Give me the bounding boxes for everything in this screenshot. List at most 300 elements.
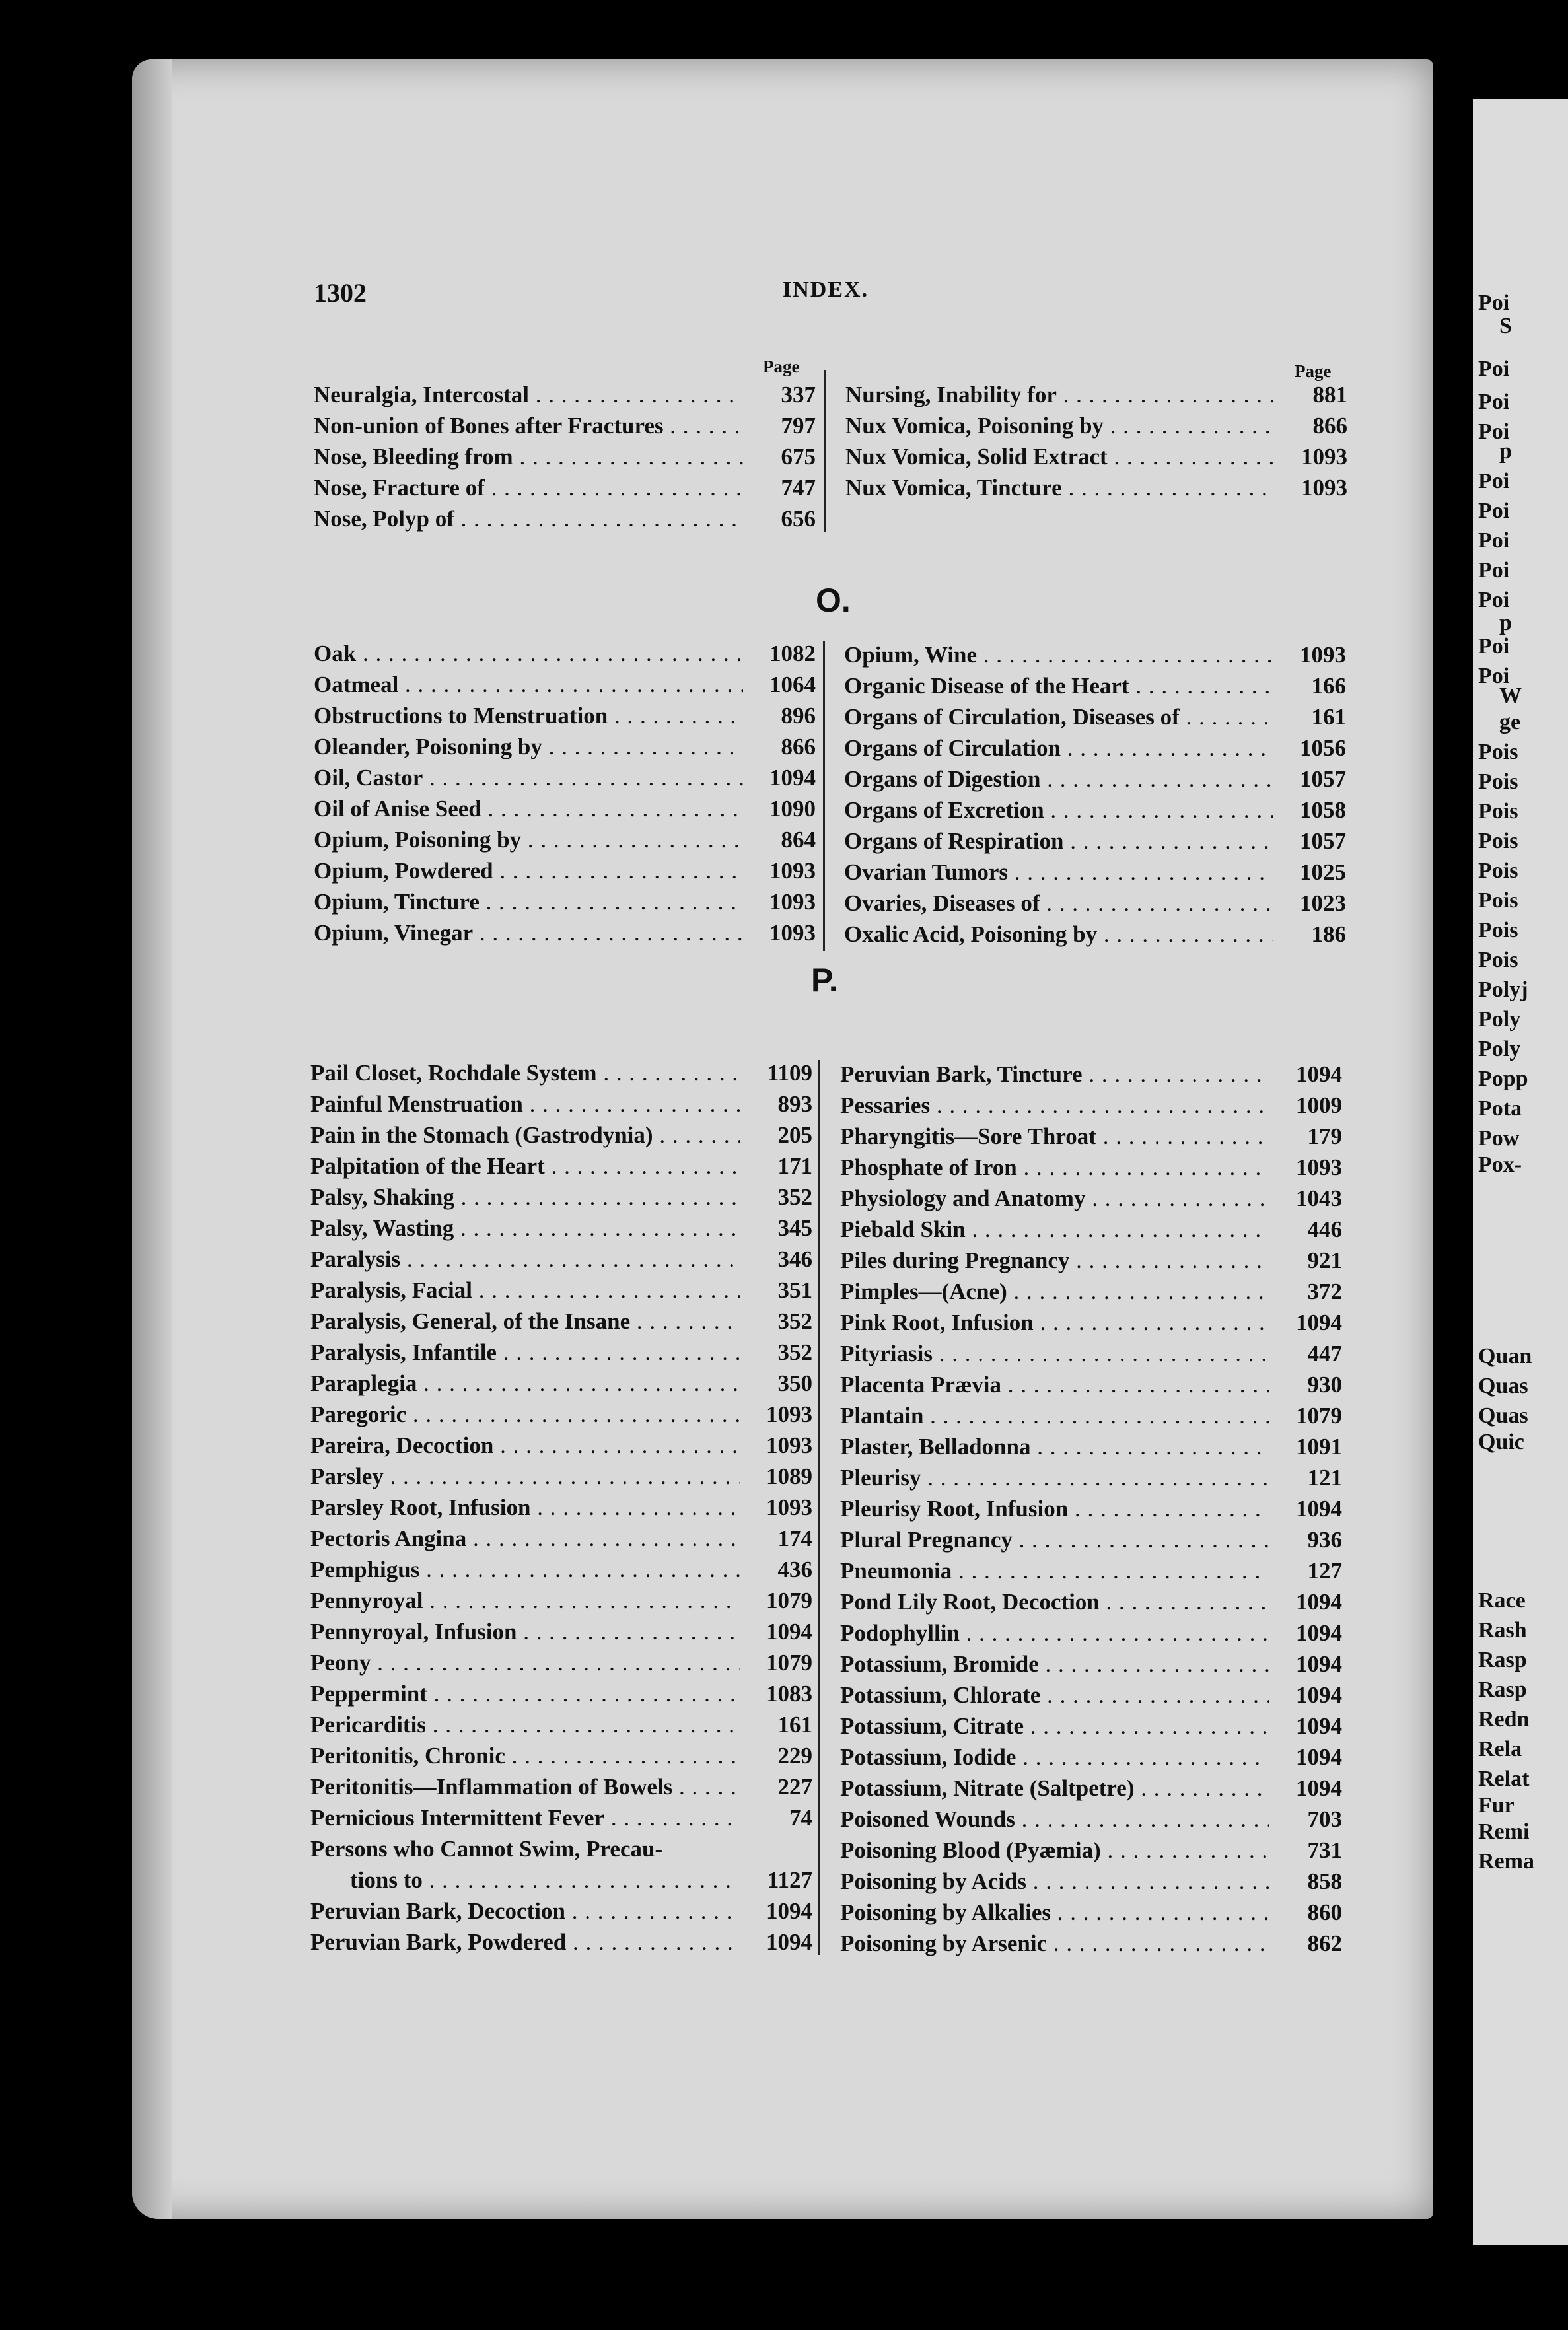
index-entry-page: 161 <box>777 1712 812 1738</box>
index-entry <box>310 1339 812 1370</box>
index-entry-label: Oil, Castor . . . <box>314 765 743 791</box>
index-entry-label: Nose, Bleeding from . . . <box>314 444 743 470</box>
index-entry-label: Oleander, Poisoning by . . . <box>314 734 743 760</box>
index-entry <box>845 413 1347 444</box>
index-entry-label: Persons who Cannot Swim, Precau- <box>310 1836 663 1862</box>
index-entry <box>310 1681 812 1712</box>
index-entry <box>840 1341 1342 1372</box>
adjacent-page-text: Fur <box>1478 1793 1515 1818</box>
index-entry-page: 171 <box>777 1153 812 1179</box>
adjacent-page-text: Pois <box>1478 740 1518 764</box>
index-entry <box>845 382 1347 413</box>
index-entry-page: 352 <box>777 1308 812 1334</box>
index-entry-label: Ovaries, Diseases of . . . <box>844 890 1273 917</box>
index-entry-page: 881 <box>1312 382 1347 407</box>
index-entry-label: Peritonitis, Chronic . . . <box>310 1743 740 1769</box>
adjacent-page-text: Rasp <box>1478 1648 1527 1672</box>
index-entry-page: 1094 <box>1296 1589 1342 1615</box>
index-entry <box>310 1432 812 1464</box>
index-entry-label: Plantain . . . <box>840 1403 1269 1429</box>
index-entry-page: 866 <box>781 734 816 759</box>
index-entry-label: Organs of Digestion . . . <box>844 766 1273 793</box>
adjacent-page-text: Quan <box>1478 1344 1532 1368</box>
index-entry-page: 1056 <box>1300 735 1346 761</box>
index-entry-label: Piles during Pregnancy . . . <box>840 1248 1269 1274</box>
index-entry-label: Organic Disease of the Heart . . . <box>844 673 1273 699</box>
index-entry-label: Pail Closet, Rochdale System . . . <box>310 1060 740 1086</box>
index-entry-label: Potassium, Iodide . . . <box>840 1744 1269 1771</box>
index-entry <box>310 1898 812 1929</box>
page-number: 1302 <box>314 278 367 308</box>
index-entry-page: 731 <box>1307 1837 1342 1863</box>
index-entry-page: 930 <box>1307 1372 1342 1397</box>
index-entry-label: Organs of Excretion . . . <box>844 797 1273 824</box>
index-entry-page: 1043 <box>1296 1185 1342 1211</box>
index-entry-label: Physiology and Anatomy . . . <box>840 1185 1269 1212</box>
index-entry-page: 1083 <box>766 1681 812 1707</box>
index-entry-page: 1093 <box>766 1401 812 1427</box>
index-entry-label: Pareira, Decoction . . . <box>310 1432 740 1459</box>
index-column-o-left <box>314 641 816 951</box>
adjacent-page-text: Poi <box>1478 664 1510 688</box>
index-entry-page: 1089 <box>766 1464 812 1489</box>
index-entry-label: Peruvian Bark, Decoction . . . <box>310 1898 740 1924</box>
index-entry <box>840 1806 1342 1837</box>
adjacent-page-text: Poi <box>1478 634 1510 658</box>
adjacent-page-text: Quic <box>1478 1430 1524 1454</box>
index-entry <box>314 641 816 672</box>
index-entry-page: 1023 <box>1300 890 1346 916</box>
page-title: INDEX. <box>783 277 869 302</box>
index-entry-label: Paralysis, Infantile . . . <box>310 1339 740 1366</box>
index-entry-label: Poisoning Blood (Pyæmia) . . . <box>840 1837 1269 1864</box>
index-column-p-right <box>840 1061 1342 1961</box>
adjacent-page-text: Pox- <box>1478 1152 1522 1177</box>
index-entry-label: Potassium, Bromide . . . <box>840 1651 1269 1677</box>
index-entry-label: Podophyllin . . . <box>840 1620 1269 1646</box>
index-entry <box>310 1836 812 1867</box>
index-entry-page: 186 <box>1311 921 1346 947</box>
index-entry <box>844 890 1346 921</box>
index-entry-page: 1094 <box>1296 1496 1342 1522</box>
index-entry <box>314 413 816 444</box>
index-entry-page: 860 <box>1307 1899 1342 1925</box>
index-entry-label: Pneumonia . . . <box>840 1558 1269 1584</box>
adjacent-page-text: Pois <box>1478 829 1518 853</box>
index-entry-page: 229 <box>777 1743 812 1769</box>
index-entry <box>310 1060 812 1091</box>
index-entry-label: Organs of Respiration . . . <box>844 828 1273 855</box>
index-entry <box>840 1434 1342 1465</box>
adjacent-page-text: Pois <box>1478 918 1518 942</box>
index-entry-label: Organs of Circulation, Diseases of . . . <box>844 704 1273 730</box>
index-entry <box>310 1712 812 1743</box>
index-entry-page: 351 <box>777 1277 812 1303</box>
index-entry-label: Piebald Skin . . . <box>840 1217 1269 1243</box>
index-entry-label: Pectoris Angina . . . <box>310 1526 740 1552</box>
index-entry-label: Pleurisy . . . <box>840 1465 1269 1491</box>
index-entry <box>310 1464 812 1495</box>
index-entry-label: Pericarditis . . . <box>310 1712 740 1738</box>
index-entry-page: 864 <box>781 827 816 853</box>
index-entry <box>310 1805 812 1836</box>
index-entry-label: Poisoned Wounds . . . <box>840 1806 1269 1833</box>
index-entry-page: 893 <box>777 1091 812 1117</box>
index-entry-page: 352 <box>777 1339 812 1365</box>
index-entry-page: 747 <box>781 475 816 501</box>
index-entry <box>310 1743 812 1774</box>
adjacent-page-text: Polyj <box>1478 977 1528 1002</box>
index-entry-page: 1094 <box>769 765 816 791</box>
index-entry-page: 350 <box>777 1370 812 1396</box>
index-entry-page: 675 <box>781 444 816 470</box>
index-entry-page: 127 <box>1307 1558 1342 1584</box>
index-entry-label: Paralysis . . . <box>310 1246 740 1273</box>
index-entry <box>840 1185 1342 1217</box>
index-entry-page: 121 <box>1307 1465 1342 1491</box>
index-entry-label: Peruvian Bark, Powdered . . . <box>310 1929 740 1956</box>
index-entry-label: Pennyroyal, Infusion . . . <box>310 1619 740 1645</box>
index-entry-page: 446 <box>1307 1217 1342 1242</box>
index-entry-label: Pleurisy Root, Infusion . . . <box>840 1496 1269 1522</box>
adjacent-page-text: p <box>1499 611 1512 635</box>
index-entry <box>840 1092 1342 1123</box>
index-entry-page: 161 <box>1311 704 1346 730</box>
adjacent-page-text: Relat <box>1478 1767 1530 1791</box>
index-entry-page: 1094 <box>1296 1620 1342 1646</box>
index-entry-label: Nose, Polyp of . . . <box>314 506 743 532</box>
index-entry-page: 1127 <box>767 1867 812 1893</box>
adjacent-page-text: Pois <box>1478 888 1518 913</box>
index-entry-label: Oatmeal . . . <box>314 672 743 698</box>
index-entry <box>310 1929 812 1960</box>
index-entry-page: 1057 <box>1300 828 1346 854</box>
adjacent-page-text: Poi <box>1478 528 1510 553</box>
index-entry-page: 1093 <box>766 1432 812 1458</box>
index-entry-label: Poisoning by Acids . . . <box>840 1868 1269 1895</box>
index-entry <box>840 1713 1342 1744</box>
index-entry <box>310 1526 812 1557</box>
index-entry-label: Obstructions to Menstruation . . . <box>314 703 743 729</box>
index-entry <box>844 797 1346 828</box>
index-entry-label: Oil of Anise Seed . . . <box>314 796 743 822</box>
index-entry <box>310 1650 812 1681</box>
index-entry-page: 1025 <box>1300 859 1346 885</box>
index-entry <box>314 382 816 413</box>
index-entry-page: 346 <box>777 1246 812 1272</box>
index-entry <box>844 766 1346 797</box>
index-entry <box>840 1899 1342 1930</box>
adjacent-page-text: Race <box>1478 1588 1526 1613</box>
adjacent-page-text: Redn <box>1478 1707 1530 1732</box>
index-entry-label: Peruvian Bark, Tincture . . . <box>840 1061 1269 1088</box>
index-entry-label: Peony . . . <box>310 1650 740 1676</box>
index-entry-page: 1093 <box>769 858 816 884</box>
adjacent-page-text: Poi <box>1478 499 1510 523</box>
index-entry <box>840 1930 1342 1961</box>
index-entry-page: 703 <box>1307 1806 1342 1832</box>
index-entry-page: 1093 <box>766 1495 812 1520</box>
index-entry-page: 345 <box>777 1215 812 1241</box>
index-entry-label: Paraplegia . . . <box>310 1370 740 1397</box>
index-entry-page: 1094 <box>1296 1713 1342 1739</box>
index-entry-label: Palsy, Wasting . . . <box>310 1215 740 1242</box>
index-entry-page: 1082 <box>769 641 816 666</box>
index-entry-label: Pennyroyal . . . <box>310 1588 740 1614</box>
index-entry <box>840 1217 1342 1248</box>
index-entry-label: Palsy, Shaking . . . <box>310 1184 740 1211</box>
adjacent-page-text: Pois <box>1478 859 1518 883</box>
index-entry-page: 1057 <box>1300 766 1346 792</box>
index-column-n-right <box>845 382 1347 506</box>
index-entry <box>840 1154 1342 1185</box>
adjacent-page-text: Pois <box>1478 948 1518 972</box>
index-entry-page: 166 <box>1311 673 1346 699</box>
index-entry-label: Potassium, Nitrate (Saltpetre) . . . <box>840 1775 1269 1802</box>
index-entry <box>840 1558 1342 1589</box>
index-entry-page: 447 <box>1307 1341 1342 1366</box>
adjacent-page-text: Poi <box>1478 357 1510 381</box>
index-entry-page: 205 <box>777 1122 812 1148</box>
column-divider <box>823 641 825 951</box>
index-entry-label: Paralysis, General, of the Insane . . . <box>310 1308 740 1335</box>
index-entry-page: 1094 <box>766 1898 812 1924</box>
adjacent-page-text: Pois <box>1478 799 1518 824</box>
adjacent-page-text: Poly <box>1478 1037 1521 1061</box>
index-entry-label: Phosphate of Iron . . . <box>840 1154 1269 1181</box>
column-divider <box>824 370 826 532</box>
column-header-page-right: Page <box>1295 361 1332 381</box>
index-entry <box>310 1401 812 1432</box>
index-entry-page: 1094 <box>1296 1682 1342 1708</box>
index-entry <box>844 921 1346 952</box>
index-entry-page: 1091 <box>1296 1434 1342 1460</box>
index-entry <box>840 1061 1342 1092</box>
index-entry-page: 1079 <box>766 1588 812 1613</box>
index-entry-label: Parsley . . . <box>310 1464 740 1490</box>
index-entry <box>310 1619 812 1650</box>
index-entry-label: Pimples—(Acne) . . . <box>840 1279 1269 1305</box>
index-entry <box>840 1589 1342 1620</box>
index-entry <box>310 1091 812 1122</box>
index-entry <box>310 1277 812 1308</box>
adjacent-page-text: Poi <box>1478 469 1510 493</box>
adjacent-page-text: Pow <box>1478 1126 1520 1150</box>
index-entry-page: 858 <box>1307 1868 1342 1894</box>
index-entry <box>310 1588 812 1619</box>
index-entry <box>310 1122 812 1153</box>
index-entry <box>840 1775 1342 1806</box>
page-edge-shadow <box>132 59 172 2219</box>
index-entry-label: Oak . . . <box>314 641 743 667</box>
index-entry-page: 1094 <box>1296 1744 1342 1770</box>
index-entry <box>314 765 816 796</box>
adjacent-page-text: Poi <box>1478 291 1510 315</box>
index-entry-page: 866 <box>1312 413 1347 439</box>
index-entry-label: Opium, Tincture . . . <box>314 889 743 915</box>
index-entry-label: Pessaries . . . <box>840 1092 1269 1119</box>
index-entry-label: Ovarian Tumors . . . <box>844 859 1273 886</box>
index-entry-page: 1064 <box>769 672 816 697</box>
index-entry <box>314 734 816 765</box>
index-entry <box>840 1837 1342 1868</box>
index-entry <box>840 1527 1342 1558</box>
index-entry <box>840 1682 1342 1713</box>
index-entry-label: Opium, Powdered . . . <box>314 858 743 884</box>
index-entry <box>314 920 816 951</box>
adjacent-page-text: Pois <box>1478 769 1518 794</box>
index-entry-page: 1009 <box>1296 1092 1342 1118</box>
index-entry <box>840 1620 1342 1651</box>
index-entry-label: Paregoric . . . <box>310 1401 740 1428</box>
index-entry <box>840 1248 1342 1279</box>
index-entry-label: Oxalic Acid, Poisoning by . . . <box>844 921 1273 948</box>
index-entry-label: Pharyngitis—Sore Throat . . . <box>840 1123 1269 1150</box>
index-entry <box>314 444 816 475</box>
adjacent-page-text: Remi <box>1478 1819 1530 1844</box>
index-entry-page: 1093 <box>1296 1154 1342 1180</box>
index-entry-page: 1109 <box>767 1060 812 1086</box>
index-entry <box>840 1744 1342 1775</box>
index-column-p-left <box>310 1060 812 1960</box>
index-entry-label: Plaster, Belladonna . . . <box>840 1434 1269 1460</box>
index-entry-label: Peppermint . . . <box>310 1681 740 1707</box>
index-column-n-left <box>314 382 816 537</box>
index-entry-page: 1094 <box>1296 1651 1342 1677</box>
index-entry <box>310 1308 812 1339</box>
index-entry <box>310 1215 812 1246</box>
adjacent-page-text: Quas <box>1478 1403 1528 1428</box>
index-entry-label: Pityriasis . . . <box>840 1341 1269 1367</box>
index-entry <box>840 1279 1342 1310</box>
index-entry <box>310 1774 812 1805</box>
index-entry <box>314 796 816 827</box>
index-entry-page: 174 <box>777 1526 812 1551</box>
index-entry-label: Placenta Prævia . . . <box>840 1372 1269 1398</box>
index-entry <box>310 1370 812 1401</box>
adjacent-page-text: Poi <box>1478 558 1510 582</box>
index-entry-label: Opium, Wine . . . <box>844 642 1273 668</box>
index-entry <box>840 1310 1342 1341</box>
index-entry <box>845 475 1347 506</box>
adjacent-page-text: Quas <box>1478 1374 1528 1398</box>
adjacent-page-text: Rasp <box>1478 1677 1527 1702</box>
adjacent-page-text: p <box>1499 439 1512 464</box>
index-entry-label: Pernicious Intermittent Fever . . . <box>310 1805 740 1831</box>
index-entry <box>310 1246 812 1277</box>
index-entry <box>844 704 1346 735</box>
index-entry-label: Painful Menstruation . . . <box>310 1091 740 1117</box>
index-entry-page: 337 <box>781 382 816 407</box>
index-entry-label: Poisoning by Arsenic . . . <box>840 1930 1269 1957</box>
index-entry <box>840 1123 1342 1154</box>
index-entry-label: Palpitation of the Heart . . . <box>310 1153 740 1180</box>
index-entry-label: Non-union of Bones after Fractures . . . <box>314 413 743 439</box>
index-entry-page: 1094 <box>1296 1310 1342 1335</box>
index-entry-page: 656 <box>781 506 816 532</box>
index-entry <box>314 703 816 734</box>
index-entry-label: Neuralgia, Intercostal . . . <box>314 382 743 408</box>
adjacent-page-text: ge <box>1499 710 1521 734</box>
index-entry <box>840 1403 1342 1434</box>
index-entry-page: 921 <box>1307 1248 1342 1273</box>
index-entry <box>314 827 816 858</box>
index-entry-page: 862 <box>1307 1930 1342 1956</box>
index-entry-page: 1093 <box>1301 444 1347 470</box>
index-entry <box>840 1868 1342 1899</box>
index-entry <box>844 859 1346 890</box>
index-entry-label: Parsley Root, Infusion . . . <box>310 1495 740 1521</box>
index-entry <box>314 858 816 889</box>
index-entry <box>845 444 1347 475</box>
index-entry <box>314 506 816 537</box>
index-entry-label: Poisoning by Alkalies . . . <box>840 1899 1269 1926</box>
index-entry-page: 74 <box>789 1805 812 1831</box>
index-entry-label: tions to . . . <box>350 1867 740 1893</box>
index-entry-page: 1058 <box>1300 797 1346 823</box>
index-entry-page: 352 <box>777 1184 812 1210</box>
index-entry-label: Nux Vomica, Tincture . . . <box>845 475 1275 501</box>
adjacent-page-text: Rela <box>1478 1737 1522 1761</box>
index-entry <box>840 1496 1342 1527</box>
adjacent-page-text: Poi <box>1478 390 1510 414</box>
index-entry <box>310 1184 812 1215</box>
index-entry <box>314 672 816 703</box>
index-entry-label: Organs of Circulation . . . <box>844 735 1273 761</box>
adjacent-page-text: Pota <box>1478 1096 1522 1121</box>
adjacent-page-text: Poi <box>1478 419 1510 444</box>
index-entry-page: 1079 <box>766 1650 812 1676</box>
index-entry-page: 372 <box>1307 1279 1342 1304</box>
index-entry-label: Pink Root, Infusion . . . <box>840 1310 1269 1336</box>
index-entry-page: 179 <box>1307 1123 1342 1149</box>
index-entry-page: 936 <box>1307 1527 1342 1553</box>
index-entry <box>310 1557 812 1588</box>
index-entry-page: 1094 <box>1296 1061 1342 1087</box>
adjacent-page-text: Rash <box>1478 1618 1527 1642</box>
index-entry-label: Nux Vomica, Poisoning by . . . <box>845 413 1275 439</box>
adjacent-page-text: S <box>1499 314 1512 338</box>
index-entry-page: 797 <box>781 413 816 439</box>
index-entry <box>844 828 1346 859</box>
adjacent-page-text: Poi <box>1478 588 1510 612</box>
index-entry-page: 1094 <box>766 1619 812 1644</box>
index-entry-page: 1093 <box>1300 642 1346 668</box>
index-entry <box>840 1651 1342 1682</box>
index-entry-label: Nursing, Inability for . . . <box>845 382 1275 408</box>
index-entry <box>314 889 816 920</box>
index-entry-page: 896 <box>781 703 816 728</box>
index-entry-label: Plural Pregnancy . . . <box>840 1527 1269 1553</box>
index-entry-page: 1093 <box>769 920 816 946</box>
index-entry <box>840 1372 1342 1403</box>
index-entry-page: 1093 <box>769 889 816 915</box>
index-entry-page: 436 <box>777 1557 812 1582</box>
index-entry <box>844 642 1346 673</box>
index-column-o-right <box>844 642 1346 952</box>
index-entry-label: Potassium, Citrate . . . <box>840 1713 1269 1740</box>
index-entry <box>310 1867 812 1898</box>
index-entry <box>844 673 1346 704</box>
adjacent-page-fragment <box>1473 99 1568 2245</box>
index-entry <box>310 1153 812 1184</box>
column-header-page-left: Page <box>763 357 800 376</box>
adjacent-page-text: Poly <box>1478 1007 1521 1032</box>
index-entry <box>844 735 1346 766</box>
index-entry <box>314 475 816 506</box>
index-entry-page: 1094 <box>1296 1775 1342 1801</box>
index-entry-page: 1090 <box>769 796 816 822</box>
